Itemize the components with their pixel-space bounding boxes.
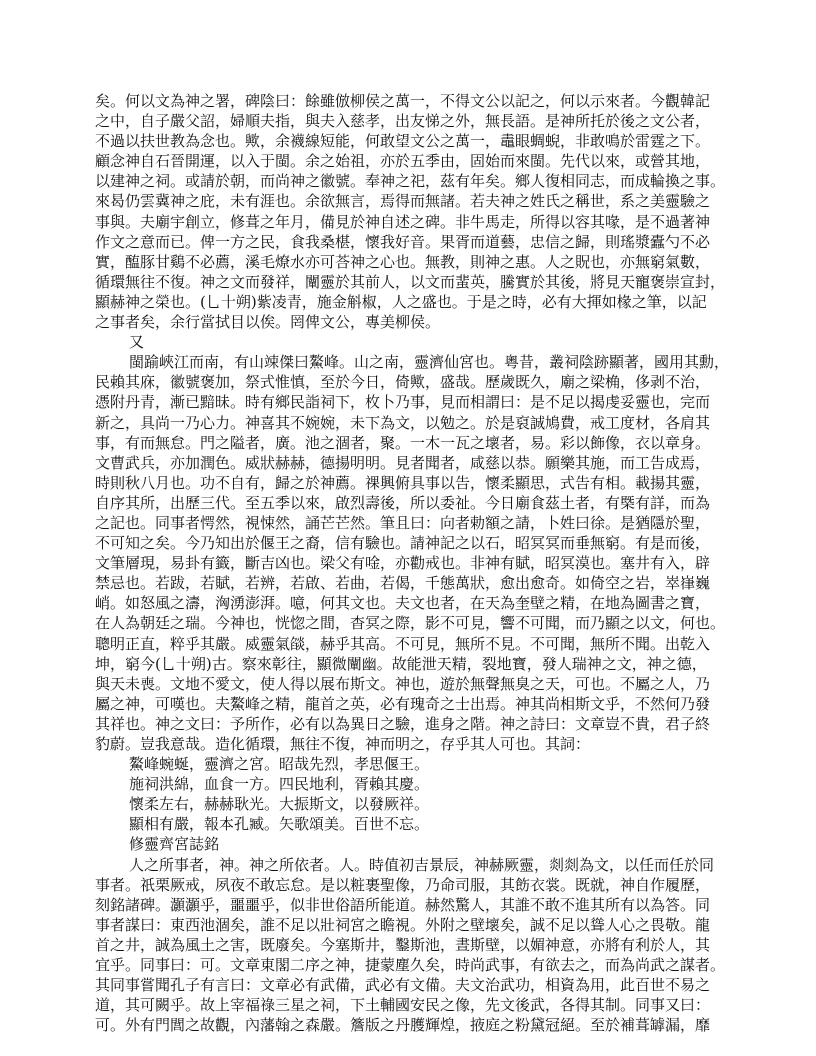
text-line: 循環無往不復。神之文而發祥，闡靈於其前人，以文而蜚英，騰實於其後，將見天寵褒崇宣封，: [95, 272, 726, 291]
text-line: 新之，具尚一乃心力。神喜其不婉婉，未下為文，以勉之。於是裒誠鳩費，戒工度材，各肩其: [95, 413, 711, 432]
text-line: 道，其可闕乎。故上宰福祿三星之祠，下土輔國安民之像，先文後武，各得其制。同事又曰：: [95, 996, 711, 1015]
text-line: 修靈齊宮誌銘: [129, 835, 220, 854]
text-line: 之事者矣，余行當拭目以俟。罔俾文公，專美柳侯。: [95, 313, 441, 332]
text-line: 文曹武兵，亦加潤色。威狀赫赫，德揚明明。見者聞者，咸慈以恭。願樂其施，而工告成焉，: [95, 453, 711, 472]
text-line: 可。外有門閭之故觀，內藩翰之森嚴。簷版之丹臒輝煌，掖庭之粉黛冠絕。至於補葺罅漏，靡: [95, 1016, 711, 1035]
text-line: 又: [129, 333, 145, 352]
text-line: 其祥也。神之文曰：予所作，必有以為異日之驗，進身之階。神之詩曰：文章豈不貴，君子終: [95, 714, 711, 733]
text-line: 事者謀曰：東西池涸矣，誰不足以壯祠宮之瞻視。外附之壁壞矣，誠不足以聳人心之畏敬。龍: [95, 915, 711, 934]
text-line: 禁忌也。若跋，若賦，若辨，若啟、若曲，若偈，千態萬狀，愈出愈奇。如倚空之岩，崒嵂巍: [95, 574, 711, 593]
text-line: 屬之神，可嘆也。夫鰲峰之精，龍首之英，必有瑰奇之士出焉。神其尚相斯文乎，不然何乃發: [95, 694, 711, 713]
text-line: 宜乎。同事曰：可。文章東閣二序之神，捷蒙塵久矣，時尚武事，有欲去之，而為尚武之謀者。: [95, 956, 726, 975]
text-line: 民賴其庥，徽號褒加，祭式惟慎，至於今日，倚歟，盛哉。歷歲既久，廟之梁桷，侈剥不治，: [95, 373, 711, 392]
text-line: 不可知之矣。今乃知出於偃王之裔，信有驗也。請神記之以石，昭冥冥而垂無窮。有是而後，: [95, 534, 711, 553]
text-line: 顧念神自石晉開運，以入于閩。余之始祖，亦於五季由，固始而來閩。先代以來，或營其地，: [95, 152, 711, 171]
text-line: 人之所事者，神。神之所依者。人。時值初吉景辰，神赫厥靈，剡剡為文，以任而任於同: [129, 855, 715, 874]
text-line: 與天未喪。文地不愛文，使人得以展布斯文。神也，遊於無聲無臭之天，可也。不屬之人，乃: [95, 674, 711, 693]
text-line: 實，醢豚甘鷄不必薦，溪毛燎水亦可荅神之心也。無教，則神之惠。人之貺也，亦無窮氣數，: [95, 252, 711, 271]
text-line: 刻銘諸碑。灝灝乎，噩噩乎，似非世俗語所能道。赫然驚人，其誰不敢不進其所有以為答。同: [95, 895, 711, 914]
text-line: 鰲峰蜿蜒，靈濟之宮。昭哉先烈，孝思偃王。: [129, 755, 430, 774]
document-page: [95, 91, 730, 1035]
text-line: 之中，自子嚴父詔，婦順夫指，與夫入慈孝，出友悌之外，無長語。是神所托於後之文公者，: [95, 112, 711, 131]
text-line: 坤，窮今(乚十朔)古。察來彰往，顯微闡幽。故能泄天精，裂地寶，發人瑞神之文，神之德，: [95, 654, 707, 673]
text-line: 來曷仍雲冀神之庇，未有涯也。余欲無言，焉得而無諸。若夫神之姓氏之稱世，系之美靈驗之: [95, 192, 711, 211]
text-line: 作文之意而已。俾一方之民，食我桑椹，懷我好音。果胥而道藝，忠信之歸，則瑤漿蠹勺不必: [95, 232, 711, 251]
text-line: 在人為朝廷之瑞。今神也，恍惚之間，杳冥之際，影不可見，響不可聞，而乃顯之以文，何也。: [95, 614, 726, 633]
text-line: 聰明正直，粹乎其嚴。威靈氣燄，赫乎其高。不可見，無所不見。不可聞，無所不聞。出乾入: [95, 634, 711, 653]
text-line: 施祠洪綿，血食一方。四民地利，胥賴其慶。: [129, 775, 430, 794]
text-line: 自序其所，出歷三代。至五季以來，啟烈壽後，所以委祉。今日廟食茲土者，有槩有詳，而為: [95, 493, 711, 512]
text-line: 懷柔左右，赫赫耿光。大振斯文，以發厥祥。: [129, 795, 430, 814]
text-line: 顯相有嚴，報本孔臧。矢歌頌美。百世不忘。: [129, 815, 430, 834]
text-line: 峭。如怒風之濤，洶湧澎湃。噫，何其文也。夫文也者，在天為奎壁之精，在地為圖書之寶，: [95, 594, 711, 613]
text-line: 以建神之祠。或請於朝，而尚神之徽號。奉神之祀，茲有年矣。鄉人復相同志，而成輪換之事。: [95, 172, 726, 191]
text-line: 首之井，誠為風土之害，既廢矣。今塞斯井，鑿斯池，晝斯壁，以媚神意，亦將有利於人，其: [95, 935, 711, 954]
text-line: 之記也。同事者愕然，視悚然，誦芒芒然。筆且曰：向者勅額之請，卜姓曰徐。是猶隱於聖，: [95, 513, 711, 532]
text-line: 憑附丹青，漸已黯昧。時有鄉民詣祠下，枚卜乃事，見而相謂曰：是不足以揭虔妥靈也，完而: [95, 393, 711, 412]
text-line: 事與。夫廟宇創立，修葺之年月，備見於神自述之碑。非牛馬走，所得以容其喙，是不過著神: [95, 212, 711, 231]
text-line: 顯赫神之榮也。(乚十朔)紫凌青，施金斛椒，人之盛也。于是之時，必有大揮如椽之筆，以記: [95, 292, 707, 311]
text-line: 事者。祇栗厥戒，夙夜不敢忘怠。是以粧裹聖像，乃命司服，其飭衣裳。既就，神自作履歷，: [95, 875, 711, 894]
text-line: 閩踰峽江而南，有山竦傑曰鰲峰。山之南，靈濟仙宮也。粵昔，叢祠陰跡顯著，國用其勳，: [129, 353, 730, 372]
text-line: 事，有而無怠。門之隘者，廣。池之涸者，聚。一木一瓦之壞者，易。彩以飾像，衣以章身。: [95, 433, 711, 452]
text-line: 其同事嘗聞孔子有言曰：文章必有武備，武必有文備。夫文治武功，相資為用，此百世不易之: [95, 976, 711, 995]
text-line: 豹蔚。豈我意哉。造化循環，無往不復，神而明之，存乎其人可也。其詞：: [95, 735, 591, 753]
text-line: 文筆層現，易卦有籤，斷吉凶也。梁父有唫，亦勸戒也。非神有賦，昭冥漠也。塞井有入，辟: [95, 554, 711, 573]
text-line: 不過以扶世教為念也。歟，余襪線短能，何敢望文公之萬一，鼃眼蜩蜺，非敢鳴於雷霆之下。: [95, 132, 711, 151]
text-line: 矣。何以文為神之署，碑陰曰：餘雖倣柳侯之萬一，不得文公以記之，何以示來者。今觀韓記: [95, 92, 711, 110]
text-line: 時則秋八月也。功不自有，歸之於神薦。祼興俯具事以告，懷柔顯思，式告有相。載揚其靈，: [95, 473, 711, 492]
